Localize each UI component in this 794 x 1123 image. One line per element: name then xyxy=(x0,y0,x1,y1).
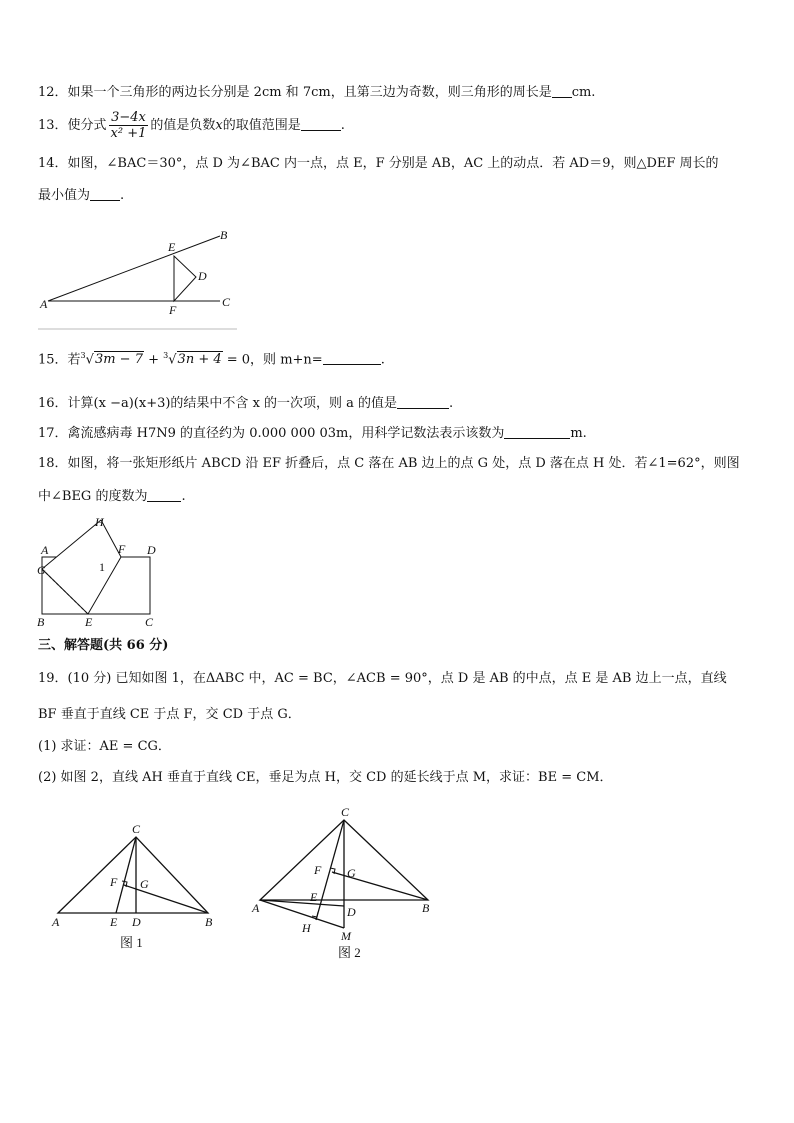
question-17 xyxy=(38,424,587,443)
question-14-line1: 14．如图，∠BAC＝30°，点 D 为∠BAC 内一点，点 E，F 分别是 AB，AC 上的动点．若 AD＝9，则△DEF 周长的 xyxy=(38,156,719,171)
fig14-label-f: F xyxy=(169,303,177,317)
fig19-1-label-g: G xyxy=(140,877,149,891)
fig14-label-a: A xyxy=(40,297,48,311)
fig19-2-label-f: F xyxy=(314,863,322,877)
fig19-2-label-m: M xyxy=(341,929,351,943)
fig19-1-label-a: A xyxy=(52,915,60,929)
fig14-triangle-def xyxy=(174,256,196,301)
q18-end: . xyxy=(181,489,186,504)
fig19-2-right-angle-mark-h xyxy=(312,912,318,917)
q17-unit: m. xyxy=(570,426,587,441)
q15-radical-1: √3m − 7 xyxy=(85,352,143,368)
fig14-label-b: B xyxy=(220,228,228,242)
fig14-label-c: C xyxy=(222,295,231,309)
q13-suffix: 的取值范围是 xyxy=(222,118,301,133)
fig19-1-label-e: E xyxy=(110,915,118,929)
fig19-2-label-h: H xyxy=(302,921,311,935)
q14-answer-blank xyxy=(90,186,120,201)
q12-unit: cm. xyxy=(571,85,596,100)
q17-answer-blank xyxy=(504,424,570,439)
q15-radicand-2: 3n + 4 xyxy=(177,352,222,368)
question-18-line2 xyxy=(38,487,186,506)
question-19-line2: BF 垂直于直线 CE 于点 F，交 CD 于点 G． xyxy=(38,707,301,722)
fig18-folded-part xyxy=(42,520,121,614)
fig18-label-b: B xyxy=(37,615,45,629)
fig18-label-e: E xyxy=(85,615,93,629)
fig19-2-label-a: A xyxy=(252,901,260,915)
q18-text: 中∠BEG 的度数为 xyxy=(38,489,148,504)
q17-text: 17．禽流感病毒 H7N9 的直径约为 0.000 000 03m，用科学记数法表示该数为 xyxy=(38,426,505,441)
q15-plus: + xyxy=(148,352,160,368)
q14-text: 最小值为 xyxy=(38,188,91,203)
q16-end: . xyxy=(449,396,454,411)
q15-root-index-2: 3 xyxy=(163,351,169,360)
question-19-part2: (2) 如图 2，直线 AH 垂直于直线 CE，垂足为点 H，交 CD 的延长线于点 M，求证：BE = CM． xyxy=(38,770,613,785)
fig19-1-label-c: C xyxy=(132,822,141,836)
q15-equals: = 0，则 m+n= xyxy=(226,352,323,368)
fig18-label-a: A xyxy=(41,543,49,557)
q15-prefix: 15．若 xyxy=(38,352,81,368)
q18-answer-blank xyxy=(147,487,181,502)
section-3-heading: 三、解答题(共 66 分) xyxy=(38,638,169,653)
fig19-2-label-g: G xyxy=(347,866,356,880)
fig19-1-label-b: B xyxy=(205,915,213,929)
fig19-2-label-d: D xyxy=(347,905,356,919)
figure-19-1 xyxy=(48,815,228,955)
q14-end: . xyxy=(120,188,125,203)
fig19-2-caption: 图 2 xyxy=(338,945,361,960)
fig18-label-d: D xyxy=(147,543,156,557)
q12-answer-blank xyxy=(552,83,572,98)
fig14-label-d: D xyxy=(198,269,207,283)
fig14-label-e: E xyxy=(168,240,176,254)
q13-middle: 的值是负数 xyxy=(150,118,216,133)
fig18-label-f: F xyxy=(118,542,126,556)
figure-19-2 xyxy=(248,800,448,962)
q13-prefix: 13．使分式 xyxy=(38,118,107,133)
q15-end: . xyxy=(380,352,385,368)
q13-end: . xyxy=(340,118,345,133)
fig19-2-label-e: E xyxy=(310,890,318,904)
figure-14 xyxy=(30,222,245,334)
fig18-label-c: C xyxy=(145,615,154,629)
question-19-line1: 19．(10 分) 已知如图 1，在ΔABC 中，AC = BC，∠ACB = 90°，点 D 是 AB 的中点，点 E 是 AB 边上一点，直线 xyxy=(38,671,727,686)
fig19-2-label-c: C xyxy=(341,805,350,819)
question-19-part1: (1) 求证：AE = CG． xyxy=(38,739,171,754)
question-16 xyxy=(38,394,453,413)
q15-radical-2: √3n + 4 xyxy=(168,352,222,368)
question-18-line1: 18．如图，将一张矩形纸片 ABCD 沿 EF 折叠后，点 C 落在 AB 边上的点 G 处，点 D 落在点 H 处．若∠1=62°，则图 xyxy=(38,456,740,471)
fig14-ray-ab xyxy=(48,236,220,301)
question-13 xyxy=(38,110,345,142)
fig18-label-h: H xyxy=(95,515,104,529)
question-14-line2 xyxy=(38,186,124,205)
q13-numerator: 3−4x xyxy=(109,110,149,126)
q15-answer-blank xyxy=(323,350,381,365)
question-12 xyxy=(38,83,595,102)
fig19-2-line-ad xyxy=(260,900,344,906)
q16-text: 16．计算(x −a)(x+3)的结果中不含 x 的一次项，则 a 的值是 xyxy=(38,396,398,411)
fig19-2-label-b: B xyxy=(422,901,430,915)
fig19-1-label-f: F xyxy=(110,875,118,889)
q13-fraction xyxy=(109,110,149,141)
question-15 xyxy=(38,347,385,369)
q16-answer-blank xyxy=(397,394,449,409)
q15-root-index-1: 3 xyxy=(80,351,86,360)
fig18-label-g: G xyxy=(37,563,46,577)
q13-variable: x xyxy=(215,118,223,133)
q13-denominator: x² +1 xyxy=(110,126,147,141)
figure-18 xyxy=(32,512,167,630)
q13-answer-blank xyxy=(301,116,341,131)
fig19-1-caption: 图 1 xyxy=(120,935,143,950)
fig19-1-label-d: D xyxy=(132,915,141,929)
fig18-label-angle-1: 1 xyxy=(99,560,105,574)
q15-radicand-1: 3m − 7 xyxy=(94,352,143,368)
fig19-1-line-ce xyxy=(116,837,136,913)
q12-text: 12．如果一个三角形的两边长分别是 2cm 和 7cm，且第三边为奇数，则三角形的周长是 xyxy=(38,85,552,100)
